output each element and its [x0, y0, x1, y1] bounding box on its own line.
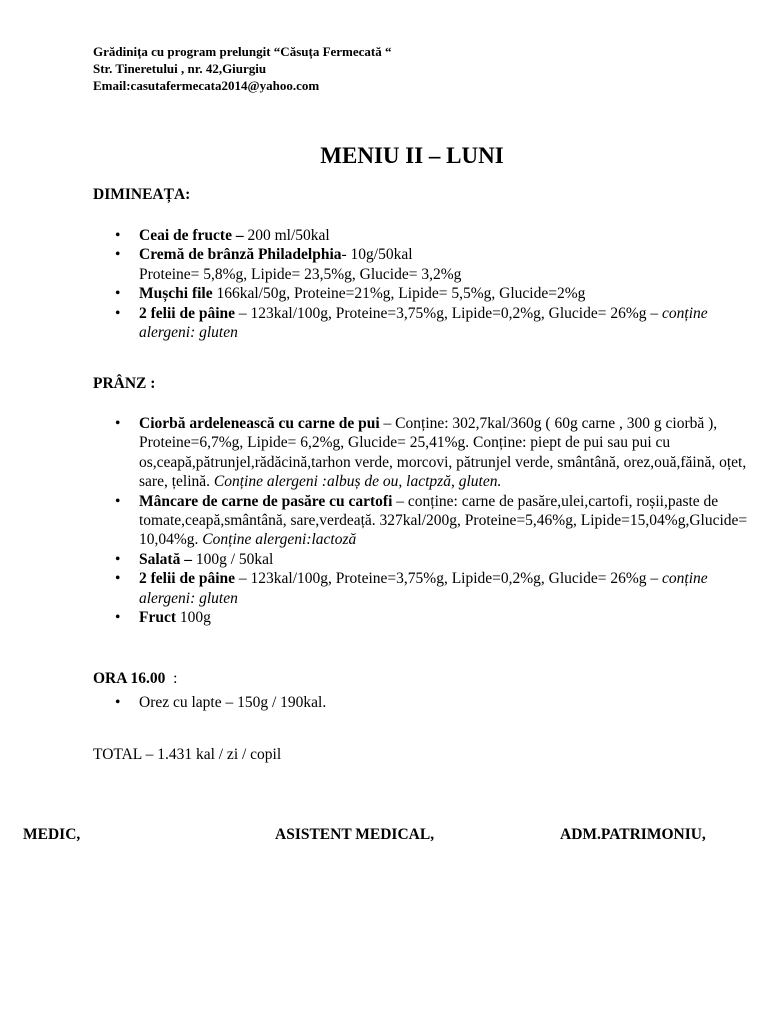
bullet-icon: • — [115, 550, 121, 568]
item-text: – 123kal/100g, Proteine=3,75%g, Lipide=0,2%g, Glucide= 26%g – — [235, 304, 663, 322]
item-name: Cremă de brânză Philadelphia — [139, 246, 342, 264]
item-allergens: Conține alergeni:lactoză — [202, 531, 357, 549]
item-text: Orez cu lapte – 150g / 190kal. — [139, 694, 327, 711]
item-name: 2 felii de pâine — [139, 304, 236, 322]
bullet-icon: • — [115, 415, 121, 432]
list-item — [115, 492, 755, 550]
item-name: Ceai de fructe – — [139, 227, 244, 244]
ora-heading-suffix: : — [165, 670, 178, 687]
list-item — [115, 284, 755, 303]
item-text: 100g / 50kal — [191, 550, 274, 568]
bullet-icon: • — [115, 285, 121, 303]
list-item — [115, 304, 755, 343]
bullet-icon: • — [115, 492, 121, 510]
item-name: Fruct — [139, 609, 177, 627]
list-item — [115, 245, 755, 284]
item-text: - 10g/50kal — [341, 246, 413, 264]
school-name: Grădinița cu program prelungit “Căsuța Fermecată “ — [93, 44, 392, 59]
menu-title: MENIU II – LUNI — [320, 143, 504, 168]
item-text: – Conține: 302,7kal/360g ( 60g carne , 300 g ciorbă ), Proteine=6,7%g, Lipide= 6,2%g, Glucide= 25,41%g. Conține: piept de pui sau pui cu os,ceapă,pătrunjel,rădăcină,tarhon verde, morcovi, pătrunjel verde, smântână, orez,ouă,făină, oțet, sare, țelină. — [139, 415, 747, 491]
item-allergens: conține alergeni: gluten — [139, 570, 708, 607]
school-email: Email:casutafermecata2014@yahoo.com — [93, 78, 320, 93]
item-text: 200 ml/50kal — [243, 227, 330, 244]
list-item — [115, 550, 755, 569]
item-text: 166kal/50g, Proteine=21%g, Lipide= 5,5%g, Glucide=2%g — [212, 285, 586, 303]
item-name: Salată – — [139, 550, 192, 568]
bullet-icon: • — [115, 609, 121, 627]
item-allergens: conține alergeni: gluten — [139, 304, 708, 342]
item-name: Mâncare de carne de pasăre cu cartofi — [139, 492, 393, 510]
item-nutrition: Proteine= 5,8%g, Lipide= 23,5%g, Glucide= 3,2%g — [139, 265, 462, 283]
signature-medic: MEDIC, — [23, 826, 81, 843]
bullet-icon: • — [115, 304, 121, 322]
item-text: 100g — [176, 609, 211, 627]
list-item — [115, 226, 755, 245]
ora-heading-text: ORA 16.00 — [93, 670, 166, 687]
school-header — [93, 43, 392, 94]
total-calories: TOTAL – 1.431 kal / zi / copil — [93, 746, 282, 763]
item-text: – conține: carne de pasăre,ulei,cartofi, roșii,paste de tomate,ceapă,smântână, sare,verdeață. 327kal/200g, Proteine=5,46%g, Lipide=15,04%g,Glucide= 10,04%g. — [139, 492, 748, 549]
bullet-icon: • — [115, 694, 121, 711]
signature-asistent: ASISTENT MEDICAL, — [275, 826, 435, 843]
menu-list-pranz — [115, 414, 755, 627]
item-name: Mușchi file — [139, 285, 213, 303]
list-item — [115, 608, 755, 627]
bullet-icon: • — [115, 570, 121, 588]
item-name: 2 felii de pâine — [139, 570, 236, 588]
menu-list-ora — [115, 693, 755, 712]
list-item — [115, 569, 755, 608]
section-heading-dimineata: DIMINEAȚA: — [93, 186, 191, 203]
section-heading-pranz: PRÂNZ : — [93, 375, 156, 392]
bullet-icon: • — [115, 246, 121, 264]
item-name: Ciorbă ardelenească cu carne de pui — [139, 415, 380, 432]
section-heading-ora — [93, 670, 177, 688]
list-item — [115, 414, 755, 492]
bullet-icon: • — [115, 227, 121, 244]
item-allergens: Conține alergeni :albuș de ou, lactpză, gluten. — [213, 473, 502, 491]
signature-adm: ADM.PATRIMONIU, — [560, 826, 706, 843]
school-address: Str. Tineretului , nr. 42,Giurgiu — [93, 61, 267, 76]
menu-list-dimineata — [115, 226, 755, 342]
item-text: – 123kal/100g, Proteine=3,75%g, Lipide=0,2%g, Glucide= 26%g – — [235, 570, 663, 588]
list-item — [115, 693, 755, 712]
